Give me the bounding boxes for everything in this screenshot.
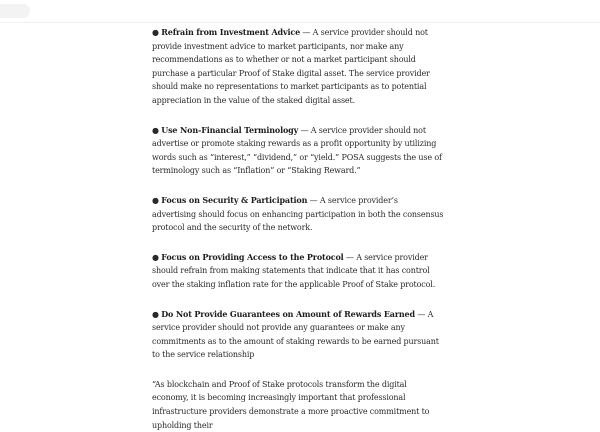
guideline-text: — A service provider should not provide any guarantees or make any commitments as to the amount of staking rewards to be earned pursuant to the service relationship: [152, 309, 439, 360]
guideline-guarantees: [152, 308, 444, 362]
guideline-protocol-access: [152, 251, 444, 292]
guideline-heading: Focus on Security & Participation: [161, 194, 308, 205]
bullet-icon: ●: [152, 124, 159, 135]
guideline-text: — A service provider should not provide investment advice to market participants, nor make any recommendations as to whether or not a market participant should purchase a particular Proof of Stake digital asset. The service provider should make no representations to market participants as to potential appreciation in the value of the staked digital asset.: [152, 28, 430, 105]
top-bar-control[interactable]: [0, 4, 30, 18]
bullet-icon: ●: [152, 27, 159, 37]
guideline-text: — A service provider should not advertise or promote staking rewards as a profit opportunity by utilizing words such as “interest,” “dividend,” or “yield.” POSA suggests the use of terminology such as “Inflation” or “Staking Reward.”: [152, 125, 442, 176]
quote-paragraph: “As blockchain and Proof of Stake protocols transform the digital economy, it is becoming increasingly important that professional infrastructure providers demonstrate a more proactive commitment to upholding their: [152, 379, 430, 430]
guideline-terminology: [152, 124, 444, 178]
top-bar: [0, 0, 600, 23]
guideline-text: — A service provider’s advertising should focus on enhancing participation in both the consensus protocol and the security of the network.: [152, 195, 444, 233]
guideline-investment-advice: [152, 26, 444, 108]
guideline-heading: Do Not Provide Guarantees on Amount of Rewards Earned: [161, 308, 415, 319]
guideline-heading: Focus on Providing Access to the Protocol: [161, 251, 344, 262]
bullet-icon: ●: [152, 308, 159, 319]
guideline-text: — A service provider should refrain from making statements that indicate that it has control over the staking inflation rate for the applicable Proof of Stake protocol.: [152, 252, 436, 289]
bullet-icon: ●: [152, 194, 159, 205]
guideline-heading: Refrain from Investment Advice: [161, 27, 301, 37]
article-body: [152, 26, 444, 432]
bullet-icon: ●: [152, 251, 159, 262]
guideline-heading: Use Non-Financial Terminology: [161, 124, 299, 135]
guideline-security: [152, 194, 444, 235]
